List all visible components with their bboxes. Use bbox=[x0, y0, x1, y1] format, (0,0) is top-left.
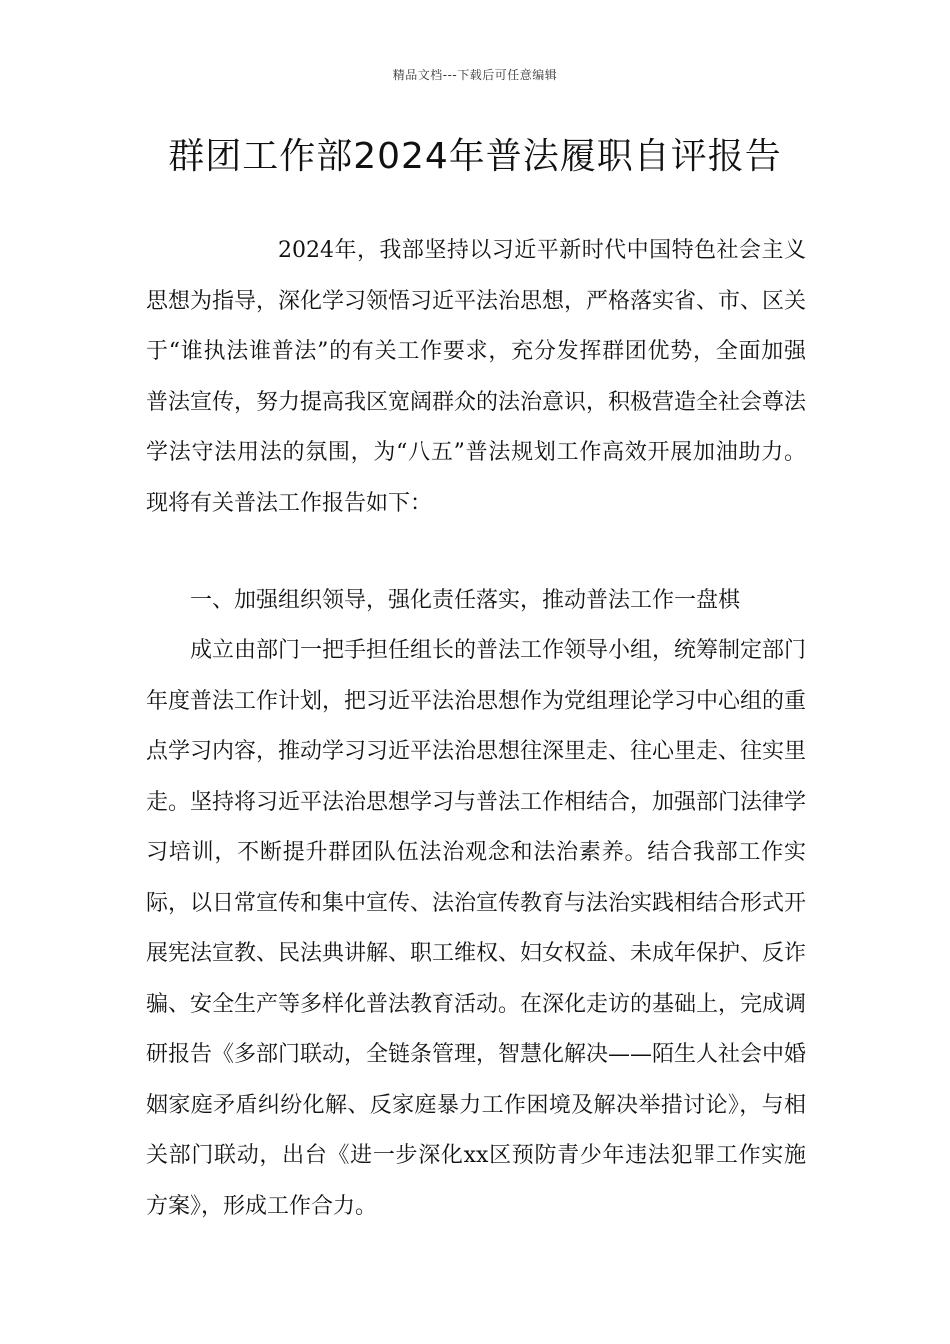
section-body-1: 成立由部门一把手担任组长的普法工作领导小组，统筹制定部门年度普法工作计划，把习近平法治思想作为党组理论学习中心组的重点学习内容，推动学习习近平法治思想往深里走、往心里走、往实里走。坚持将习近平法治思想学习与普法工作相结合，加强部门法律学习培训，不断提升群团队伍法治观念和法治素养。结合我部工作实际，以日常宣传和集中宣传、法治宣传教育与法治实践相结合形式开展宪法宣教、民法典讲解、职工维权、妇女权益、未成年保护、反诈骗、安全生产等多样化普法教育活动。在深化走访的基础上，完成调研报告《多部门联动，全链条管理，智慧化解决——陌生人社会中婚姻家庭矛盾纠纷化解、反家庭暴力工作困境及解决举措讨论》，与相关部门联动，出台《进一步深化xx区预防青少年违法犯罪工作实施方案》，形成工作合力。 bbox=[146, 638, 807, 1219]
section-heading-1: 一、加强组织领导，强化责任落实，推动普法工作一盘棋 bbox=[190, 588, 741, 613]
document-title: 群团工作部2024年普法履职自评报告 bbox=[168, 136, 782, 177]
header-note: 精品文档---下载后可任意编辑 bbox=[392, 68, 558, 82]
intro-paragraph: 2024年，我部坚持以习近平新时代中国特色社会主义思想为指导，深化学习领悟习近平法治思想，严格落实省、市、区关于“谁执法谁普法”的有关工作要求，充分发挥群团优势，全面加强普法宣传，努力提高我区宽阔群众的法治意识，积极营造全社会尊法学法守法用法的氛围，为“八五”普法规划工作高效开展加油助力。现将有关普法工作报告如下： bbox=[146, 238, 807, 516]
